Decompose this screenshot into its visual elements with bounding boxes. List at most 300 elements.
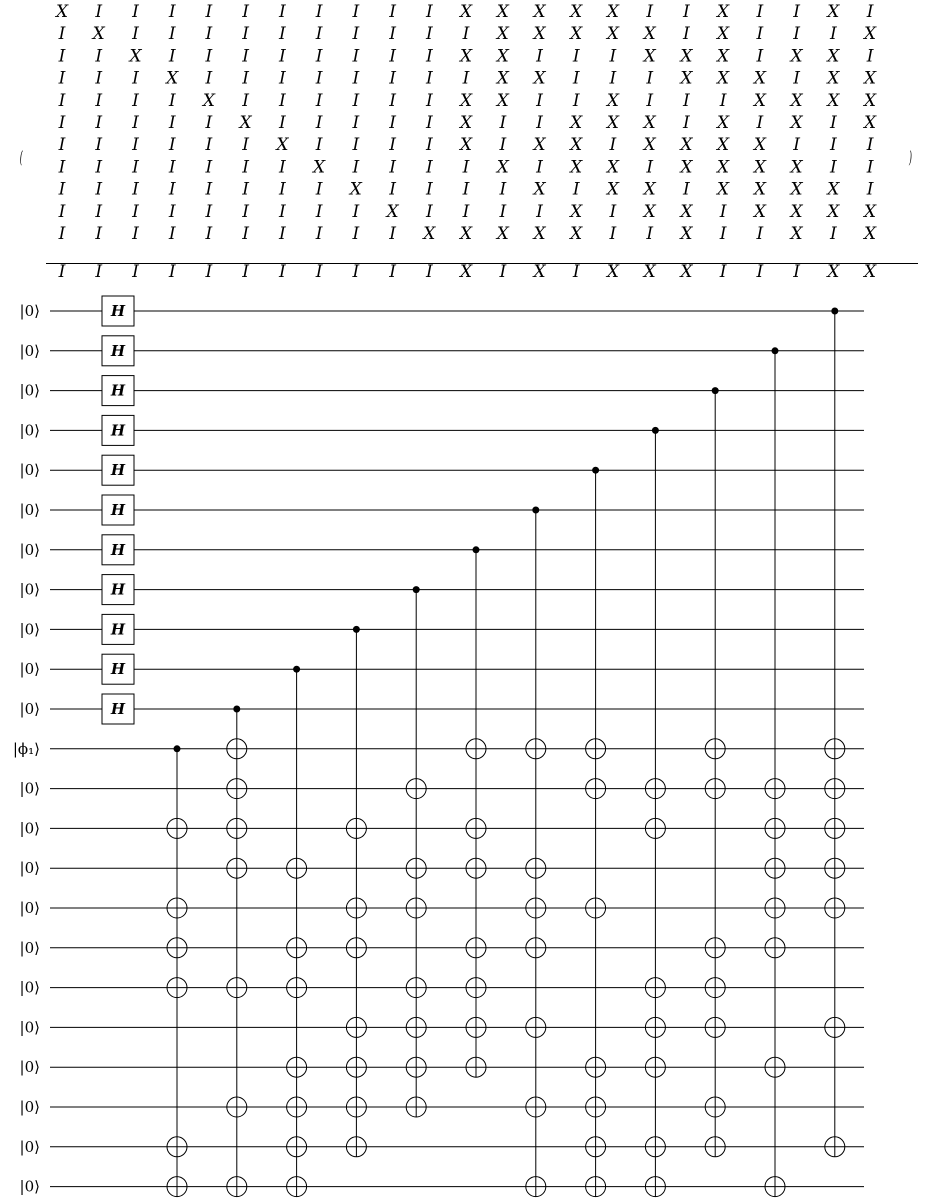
matrix-cell: I <box>536 157 543 178</box>
control-dot <box>233 706 240 713</box>
cnot-target <box>645 779 665 799</box>
matrix-cell: I <box>132 135 139 156</box>
matrix-cell: I <box>132 224 139 244</box>
matrix-cell: X <box>790 46 803 67</box>
cnot-target <box>227 858 247 878</box>
cnot-target <box>586 1177 606 1197</box>
matrix-cell: X <box>496 90 509 111</box>
matrix-cell: I <box>462 179 470 200</box>
matrix-cell: I <box>352 262 360 282</box>
matrix-cell: I <box>389 224 396 244</box>
cnot-target <box>466 818 486 838</box>
control-dot <box>174 745 181 752</box>
cnot-target <box>825 779 845 799</box>
matrix-cell: X <box>386 201 399 222</box>
matrix-cell: X <box>753 179 766 200</box>
matrix-cell: X <box>643 24 656 45</box>
matrix-cell: I <box>95 68 103 89</box>
cnot-target <box>466 938 486 958</box>
matrix-cell: X <box>55 2 69 22</box>
matrix-cell: I <box>425 90 433 111</box>
cnot-target <box>346 818 366 838</box>
cnot-target <box>287 1137 307 1157</box>
matrix-cell: X <box>606 2 619 22</box>
matrix-cell: I <box>205 179 213 200</box>
matrix-cell: X <box>717 24 730 45</box>
cnot-target <box>705 938 725 958</box>
matrix-cell: X <box>349 179 362 200</box>
cnot-target <box>167 978 187 998</box>
matrix-cell: X <box>606 24 619 45</box>
cnot-target <box>705 978 725 998</box>
matrix-cell: I <box>95 2 103 22</box>
cnot-target <box>466 1057 486 1077</box>
hadamard-label: H <box>110 421 126 440</box>
matrix-cell: X <box>864 113 877 133</box>
matrix-cell: I <box>58 113 66 133</box>
matrix-cell: I <box>315 46 323 67</box>
matrix-cell: X <box>496 157 509 178</box>
matrix-cell: I <box>205 24 213 45</box>
matrix-cell: I <box>168 201 176 222</box>
matrix-cell: I <box>866 179 874 200</box>
hadamard-label: H <box>110 381 126 400</box>
matrix-cell: X <box>533 24 546 45</box>
matrix-cell: I <box>58 157 66 178</box>
cnot-target <box>167 938 187 958</box>
matrix-cell: X <box>827 201 840 222</box>
matrix-cell: I <box>279 201 286 222</box>
matrix-cell: I <box>425 157 433 178</box>
hadamard-label: H <box>110 461 126 480</box>
matrix-cell: I <box>756 2 764 22</box>
cnot-target <box>406 1057 426 1077</box>
qubit-label: |0⟩ <box>19 540 40 559</box>
matrix-cell: I <box>352 135 360 156</box>
hadamard-gate <box>102 296 134 326</box>
matrix-cell: I <box>829 24 837 45</box>
matrix-cell: I <box>95 224 103 244</box>
matrix-cell: I <box>58 68 66 89</box>
cnot-target <box>167 818 187 838</box>
hadamard-gate <box>102 575 134 605</box>
matrix-cell: X <box>606 157 619 178</box>
matrix-cell: I <box>279 24 286 45</box>
matrix-cell: X <box>533 135 546 156</box>
cnot-target <box>765 779 785 799</box>
matrix-cell: I <box>315 68 323 89</box>
hadamard-gate <box>102 376 134 406</box>
cnot-target <box>406 1097 426 1117</box>
matrix-cell: I <box>756 24 764 45</box>
cnot-target <box>346 1057 366 1077</box>
cnot-target <box>466 739 486 759</box>
qubit-label: |ϕ₁⟩ <box>12 739 40 758</box>
matrix-cell: I <box>242 68 249 89</box>
matrix-cell: I <box>95 46 103 67</box>
matrix-cell: X <box>496 24 509 45</box>
matrix-cell: I <box>58 24 66 45</box>
control-dot <box>293 666 300 673</box>
cnot-target <box>586 1057 606 1077</box>
control-dot <box>413 586 420 593</box>
matrix-cell: X <box>790 90 803 111</box>
matrix-cell: I <box>205 157 213 178</box>
matrix-cell: I <box>132 179 139 200</box>
matrix-cell: I <box>719 201 727 222</box>
cnot-target <box>227 978 247 998</box>
matrix-right-paren: ) <box>909 148 912 169</box>
matrix-cell: X <box>753 201 766 222</box>
matrix-cell: X <box>496 2 509 22</box>
matrix-cell: X <box>827 262 840 282</box>
matrix-cell: I <box>168 113 176 133</box>
matrix-cell: I <box>58 179 66 200</box>
matrix-cell: I <box>279 90 286 111</box>
matrix-cell: X <box>606 113 619 133</box>
control-dot <box>772 347 779 354</box>
matrix-cell: I <box>279 224 286 244</box>
matrix-cell: X <box>717 135 730 156</box>
cnot-target <box>406 898 426 918</box>
matrix-cell: I <box>279 46 286 67</box>
cnot-target <box>586 898 606 918</box>
cnot-target <box>406 858 426 878</box>
matrix-cell: I <box>389 90 396 111</box>
matrix-cell: I <box>683 90 690 111</box>
hadamard-gate <box>102 694 134 724</box>
cnot-column <box>586 467 606 1197</box>
qubit-label: |0⟩ <box>19 620 40 639</box>
matrix-cell: I <box>315 224 323 244</box>
matrix-cell: X <box>827 68 840 89</box>
control-dot <box>831 308 838 315</box>
qubit-label: |0⟩ <box>19 899 40 917</box>
cnot-target <box>466 978 486 998</box>
cnot-target <box>705 1097 725 1117</box>
matrix-cell: I <box>58 90 66 111</box>
matrix-cell: X <box>827 46 840 67</box>
cnot-column <box>346 626 366 1157</box>
cnot-target <box>705 739 725 759</box>
qubit-label: |0⟩ <box>19 938 40 957</box>
matrix-cell: I <box>462 68 470 89</box>
matrix-cell: X <box>423 224 436 244</box>
matrix-cell: I <box>609 135 617 156</box>
matrix-cell: X <box>606 90 619 111</box>
matrix-cell: I <box>132 68 139 89</box>
qubit-label: |0⟩ <box>19 1018 40 1037</box>
matrix-cell: I <box>499 113 507 133</box>
matrix-cell: I <box>95 179 103 200</box>
matrix-cell: I <box>315 24 323 45</box>
cnot-target <box>765 1057 785 1077</box>
matrix-cell: X <box>717 46 730 67</box>
cnot-target <box>227 779 247 799</box>
hadamard-gate <box>102 336 134 366</box>
hadamard-label: H <box>110 620 126 639</box>
cnot-column <box>645 427 665 1197</box>
cnot-target <box>586 1097 606 1117</box>
matrix-cell: X <box>459 262 473 282</box>
matrix-cell: X <box>459 113 473 133</box>
matrix-cell: I <box>352 46 360 67</box>
matrix-cell: I <box>205 135 213 156</box>
matrix-cell: X <box>643 46 656 67</box>
matrix-cell: X <box>313 157 326 178</box>
matrix-cell: I <box>572 262 580 282</box>
matrix-cell: I <box>168 90 176 111</box>
cnot-column <box>466 546 486 1077</box>
cnot-target <box>287 938 307 958</box>
matrix-cell: I <box>425 24 433 45</box>
cnot-target <box>526 858 546 878</box>
matrix-cell: I <box>279 179 286 200</box>
matrix-cell: I <box>279 68 286 89</box>
matrix-cell: X <box>239 113 252 133</box>
matrix-cell: I <box>95 157 103 178</box>
matrix-cell: X <box>496 224 509 244</box>
matrix-cell: X <box>276 135 289 156</box>
matrix-cell: I <box>425 68 433 89</box>
cnot-target <box>167 1177 187 1197</box>
matrix-cell: I <box>572 68 580 89</box>
control-dot <box>712 387 719 394</box>
matrix-cell: I <box>352 90 360 111</box>
matrix-cell: X <box>717 157 730 178</box>
matrix-cell: X <box>643 179 656 200</box>
matrix-cell: X <box>643 113 656 133</box>
matrix-cell: I <box>683 2 690 22</box>
matrix-cell: I <box>205 224 213 244</box>
matrix-cell: I <box>315 262 323 282</box>
matrix-cell: I <box>683 113 690 133</box>
qubit-label: |0⟩ <box>19 1137 40 1156</box>
matrix-cell: X <box>790 179 803 200</box>
matrix-cell: I <box>756 113 764 133</box>
hadamard-label: H <box>110 540 126 559</box>
matrix-cell: X <box>864 224 877 244</box>
matrix-cell: I <box>572 46 580 67</box>
cnot-target <box>167 1137 187 1157</box>
cnot-target <box>406 779 426 799</box>
matrix-cell: I <box>58 46 66 67</box>
cnot-target <box>227 1177 247 1197</box>
control-dot <box>532 507 539 514</box>
matrix-cell: I <box>95 135 103 156</box>
cnot-target <box>765 898 785 918</box>
matrix-cell: I <box>462 157 470 178</box>
cnot-target <box>705 1137 725 1157</box>
qubit-label: |0⟩ <box>19 978 40 997</box>
matrix-cell: X <box>790 157 803 178</box>
matrix-cell: I <box>646 157 654 178</box>
control-dot <box>652 427 659 434</box>
cnot-column <box>227 706 247 1197</box>
matrix-cell: I <box>168 262 176 282</box>
matrix-cell: I <box>95 113 103 133</box>
cnot-target <box>705 1017 725 1037</box>
matrix-cell: I <box>793 2 800 22</box>
matrix-cell: I <box>793 262 800 282</box>
matrix-cell: I <box>389 179 396 200</box>
matrix-cell: I <box>609 201 617 222</box>
matrix-cell: I <box>425 262 433 282</box>
matrix-cell: I <box>829 224 837 244</box>
hadamard-label: H <box>110 580 126 599</box>
matrix-cell: I <box>242 224 249 244</box>
matrix-cell: X <box>459 2 473 22</box>
qubit-label: |0⟩ <box>19 779 40 798</box>
matrix-cell: I <box>683 179 690 200</box>
cnot-target <box>825 858 845 878</box>
cnot-target <box>466 1017 486 1037</box>
matrix-cell: I <box>756 224 764 244</box>
cnot-target <box>765 938 785 958</box>
matrix-left-paren: ( <box>19 148 23 169</box>
matrix-cell: I <box>389 262 396 282</box>
matrix-cell: I <box>205 262 213 282</box>
matrix-cell: X <box>717 179 730 200</box>
matrix-cell: I <box>572 90 580 111</box>
hadamard-gate <box>102 614 134 644</box>
matrix-cell: X <box>827 2 840 22</box>
cnot-target <box>287 858 307 878</box>
matrix-cell: X <box>570 24 583 45</box>
hadamard-label: H <box>110 660 126 679</box>
cnot-target <box>645 1177 665 1197</box>
matrix-cell: X <box>570 157 583 178</box>
cnot-target <box>287 1057 307 1077</box>
matrix-cell: X <box>717 113 730 133</box>
matrix-cell: I <box>389 157 396 178</box>
matrix-cell: I <box>315 179 323 200</box>
matrix-cell: I <box>58 262 66 282</box>
matrix-cell: I <box>499 135 507 156</box>
qubit-label: |0⟩ <box>19 501 40 519</box>
matrix-cell: X <box>202 90 215 111</box>
matrix-cell: I <box>352 201 360 222</box>
matrix-cell: I <box>95 201 103 222</box>
matrix-cell: I <box>205 113 213 133</box>
matrix-cell: I <box>536 113 543 133</box>
cnot-target <box>586 779 606 799</box>
cnot-target <box>526 898 546 918</box>
matrix-cell: X <box>827 90 840 111</box>
cnot-target <box>705 779 725 799</box>
cnot-target <box>586 1137 606 1157</box>
matrix-cell: I <box>242 90 249 111</box>
matrix-cell: I <box>536 201 543 222</box>
matrix-cell: I <box>389 2 396 22</box>
matrix-cell: X <box>92 24 105 45</box>
matrix-cell: X <box>570 201 583 222</box>
hadamard-label: H <box>110 700 126 718</box>
cnot-column <box>765 347 785 1196</box>
matrix-cell: I <box>352 68 360 89</box>
cnot-target <box>227 739 247 759</box>
qubit-label: |0⟩ <box>19 1058 40 1077</box>
matrix-cell: I <box>242 157 249 178</box>
matrix-cell: X <box>496 68 509 89</box>
matrix-cell: I <box>132 201 139 222</box>
matrix-cell: X <box>717 68 730 89</box>
matrix-cell: I <box>352 24 360 45</box>
cnot-target <box>227 1097 247 1117</box>
matrix-cell: I <box>719 262 727 282</box>
matrix-cell: I <box>242 24 249 45</box>
matrix-cell: I <box>352 2 360 22</box>
matrix-cell: I <box>168 157 176 178</box>
matrix-cell: I <box>242 262 249 282</box>
matrix-cell: I <box>279 262 286 282</box>
matrix-cell: I <box>425 2 433 22</box>
qubit-label: |0⟩ <box>19 461 40 480</box>
hadamard-gate <box>102 654 134 684</box>
qubit-label: |0⟩ <box>19 381 40 400</box>
cnot-target <box>227 818 247 838</box>
cnot-target <box>346 1137 366 1157</box>
hadamard-label: H <box>110 501 126 519</box>
cnot-target <box>765 858 785 878</box>
matrix-cell: I <box>168 179 176 200</box>
cnot-target <box>526 938 546 958</box>
matrix-cell: I <box>683 24 690 45</box>
cnot-target <box>645 978 665 998</box>
qubit-label: |0⟩ <box>19 859 40 878</box>
cnot-target <box>346 1017 366 1037</box>
matrix-cell: I <box>389 113 396 133</box>
matrix-cell: I <box>499 201 507 222</box>
control-dot <box>592 467 599 474</box>
matrix-cell: I <box>279 113 286 133</box>
matrix-cell: I <box>58 224 66 244</box>
matrix-cell: I <box>352 113 360 133</box>
cnot-target <box>526 1177 546 1197</box>
matrix-cell: X <box>680 135 693 156</box>
cnot-target <box>765 1177 785 1197</box>
matrix-cell: I <box>279 157 286 178</box>
matrix-cell: I <box>793 135 800 156</box>
matrix-cell: I <box>242 179 249 200</box>
matrix-cell: I <box>425 179 433 200</box>
matrix-cell: I <box>462 201 470 222</box>
matrix-cell: I <box>719 224 727 244</box>
control-dot <box>473 546 480 553</box>
qubit-label: |0⟩ <box>19 421 40 440</box>
cnot-target <box>346 1097 366 1117</box>
cnot-target <box>287 1097 307 1117</box>
cnot-target <box>526 1097 546 1117</box>
matrix-cell: I <box>279 2 286 22</box>
matrix-cell: X <box>129 46 142 67</box>
matrix-cell: X <box>496 46 509 67</box>
cnot-target <box>645 1017 665 1037</box>
matrix-cell: X <box>459 135 473 156</box>
matrix-cell: I <box>205 68 213 89</box>
matrix-cell: X <box>606 179 619 200</box>
matrix-cell: X <box>643 201 656 222</box>
matrix-cell: I <box>132 262 139 282</box>
matrix-cell: I <box>315 113 323 133</box>
matrix-cell: I <box>389 68 396 89</box>
control-dot <box>353 626 360 633</box>
matrix-cell: X <box>570 135 583 156</box>
matrix-cell: I <box>168 46 176 67</box>
matrix-cell: X <box>680 46 693 67</box>
cnot-target <box>825 898 845 918</box>
hadamard-gate <box>102 535 134 565</box>
